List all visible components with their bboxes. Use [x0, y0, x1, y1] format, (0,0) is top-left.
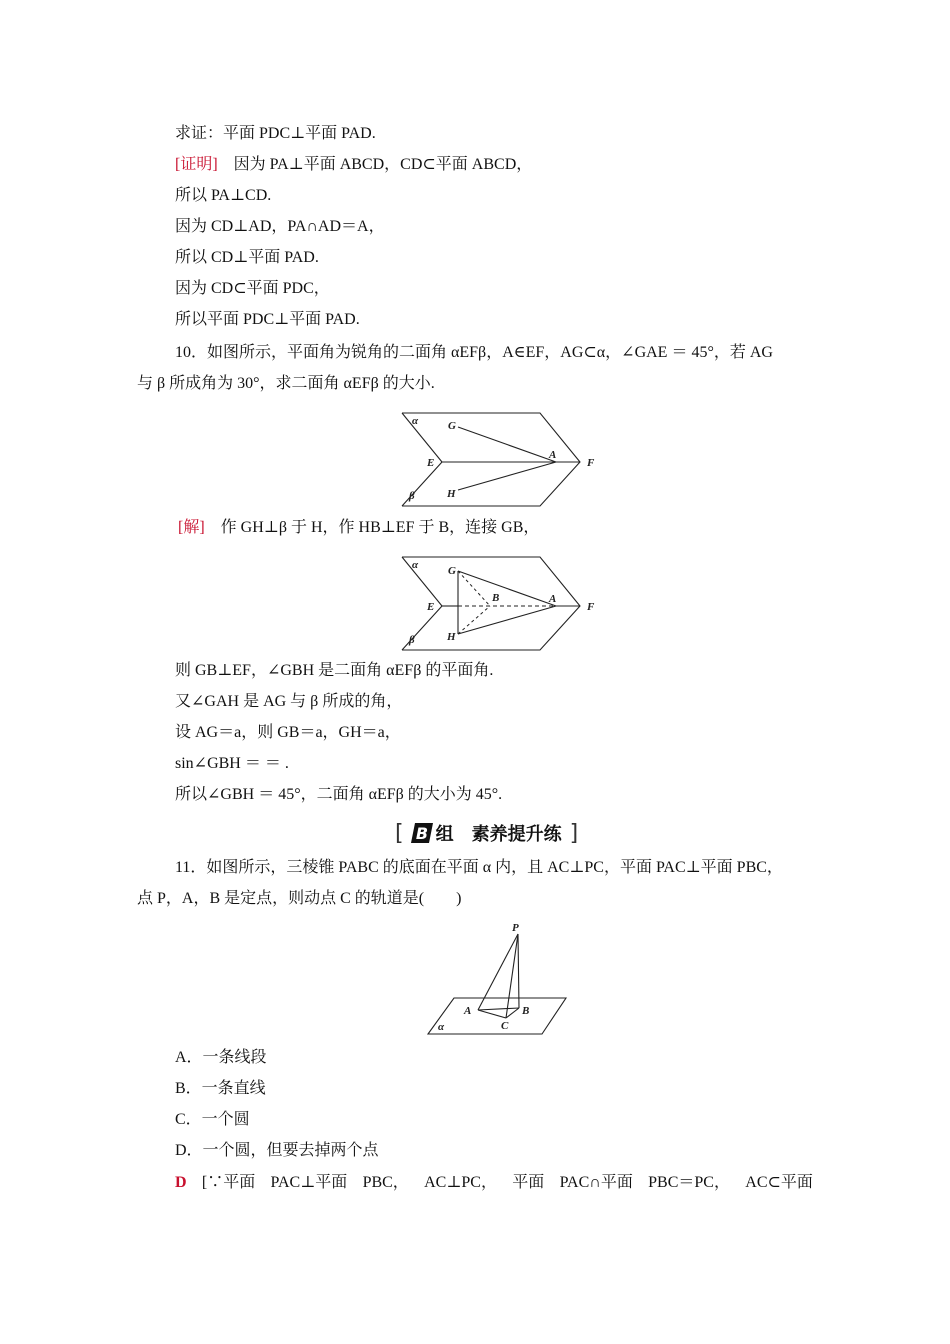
group-b-badge-icon [410, 821, 434, 845]
label-alpha: α [412, 415, 419, 427]
solution-line-4: 设 AG＝a，则 GB＝a，GH＝a， [175, 724, 401, 741]
label-F: F [587, 457, 595, 469]
solution-text: 作 GH⊥β 于 H，作 HB⊥EF 于 B，连接 GB， [220, 519, 540, 536]
answer-line [175, 1173, 813, 1193]
answer-letter: D [175, 1174, 187, 1191]
proof-statement: 求证：平面 PDC⊥平面 PAD. [175, 125, 376, 142]
option-d: D．一个圆，但要去掉两个点 [175, 1142, 379, 1159]
answer-part: PAC⊥平面 [270, 1174, 348, 1191]
answer-part: PAC∩平面 [559, 1174, 633, 1191]
proof-tag: [证明] [175, 156, 218, 173]
dihedral-construction-figure [388, 552, 603, 654]
section-header [395, 819, 578, 847]
section-letter: B [415, 824, 428, 843]
dihedral-figure [388, 408, 603, 510]
solution-line-5: sin∠GBH ＝ ＝ . [175, 755, 289, 772]
proof-line-4: 因为 CD⊥AD，PA∩AD＝A， [175, 218, 385, 235]
proof-line-7: 所以平面 PDC⊥平面 PAD. [175, 311, 360, 328]
proof-text: 因为 PA⊥平面 ABCD，CD⊂平面 ABCD， [233, 156, 533, 173]
label-beta: β [409, 490, 415, 502]
option-b: B．一条直线 [175, 1080, 266, 1097]
q11-line-2: 点 P，A，B 是定点，则动点 C 的轨道是( ) [137, 890, 462, 907]
label-B: B [522, 1005, 530, 1017]
answer-part: 平面 [512, 1174, 545, 1191]
pyramid-figure [424, 920, 570, 1038]
label-G: G [448, 420, 456, 432]
label-alpha: α [412, 559, 419, 571]
solution-line-1 [178, 518, 539, 538]
label-H: H [447, 631, 456, 643]
proof-line-2 [175, 155, 532, 175]
label-E: E [427, 601, 435, 613]
label-beta: β [409, 634, 415, 646]
proof-line-3: 所以 PA⊥CD. [175, 187, 272, 204]
solution-line-6: 所以∠GBH ＝ 45°，二面角 αEFβ 的大小为 45°. [175, 786, 503, 803]
answer-part: AC⊥PC， [424, 1174, 497, 1191]
answer-part: PBC， [362, 1174, 409, 1191]
label-H: H [447, 488, 456, 500]
label-A: A [464, 1005, 472, 1017]
label-A: A [549, 449, 557, 461]
q10-line-2: 与 β 所成角为 30°，求二面角 αEFβ 的大小. [137, 375, 435, 392]
q11-line-1: 11．如图所示，三棱锥 PABC 的底面在平面 α 内，且 AC⊥PC，平面 PAC⊥平面 PBC， [175, 859, 783, 876]
section-bracket-close: ] [569, 820, 579, 846]
label-B: B [492, 592, 500, 604]
section-title: 组 素养提升练 [435, 824, 562, 845]
label-G: G [448, 565, 456, 577]
section-bracket-open: [ [395, 820, 404, 846]
option-a: A．一条线段 [175, 1049, 267, 1066]
label-P: P [512, 922, 519, 934]
answer-part: AC⊂平面 [745, 1174, 813, 1191]
solution-line-2: 则 GB⊥EF，∠GBH 是二面角 αEFβ 的平面角. [175, 662, 494, 679]
proof-line-5: 所以 CD⊥平面 PAD. [175, 249, 319, 266]
label-A: A [549, 593, 557, 605]
answer-part: [∵平面 [201, 1174, 256, 1191]
solution-line-3: 又∠GAH 是 AG 与 β 所成的角， [175, 693, 403, 710]
label-E: E [427, 457, 435, 469]
label-F: F [587, 601, 595, 613]
label-alpha: α [438, 1021, 445, 1033]
solution-tag: [解] [178, 519, 205, 536]
answer-part: PBC＝PC， [648, 1174, 730, 1191]
label-C: C [501, 1020, 509, 1032]
proof-line-6: 因为 CD⊂平面 PDC， [175, 280, 330, 297]
q10-line-1: 10．如图所示，平面角为锐角的二面角 αEFβ，A∈EF，AG⊂α，∠GAE ＝ 45°，若 AG [175, 344, 773, 361]
option-c: C．一个圆 [175, 1111, 250, 1128]
